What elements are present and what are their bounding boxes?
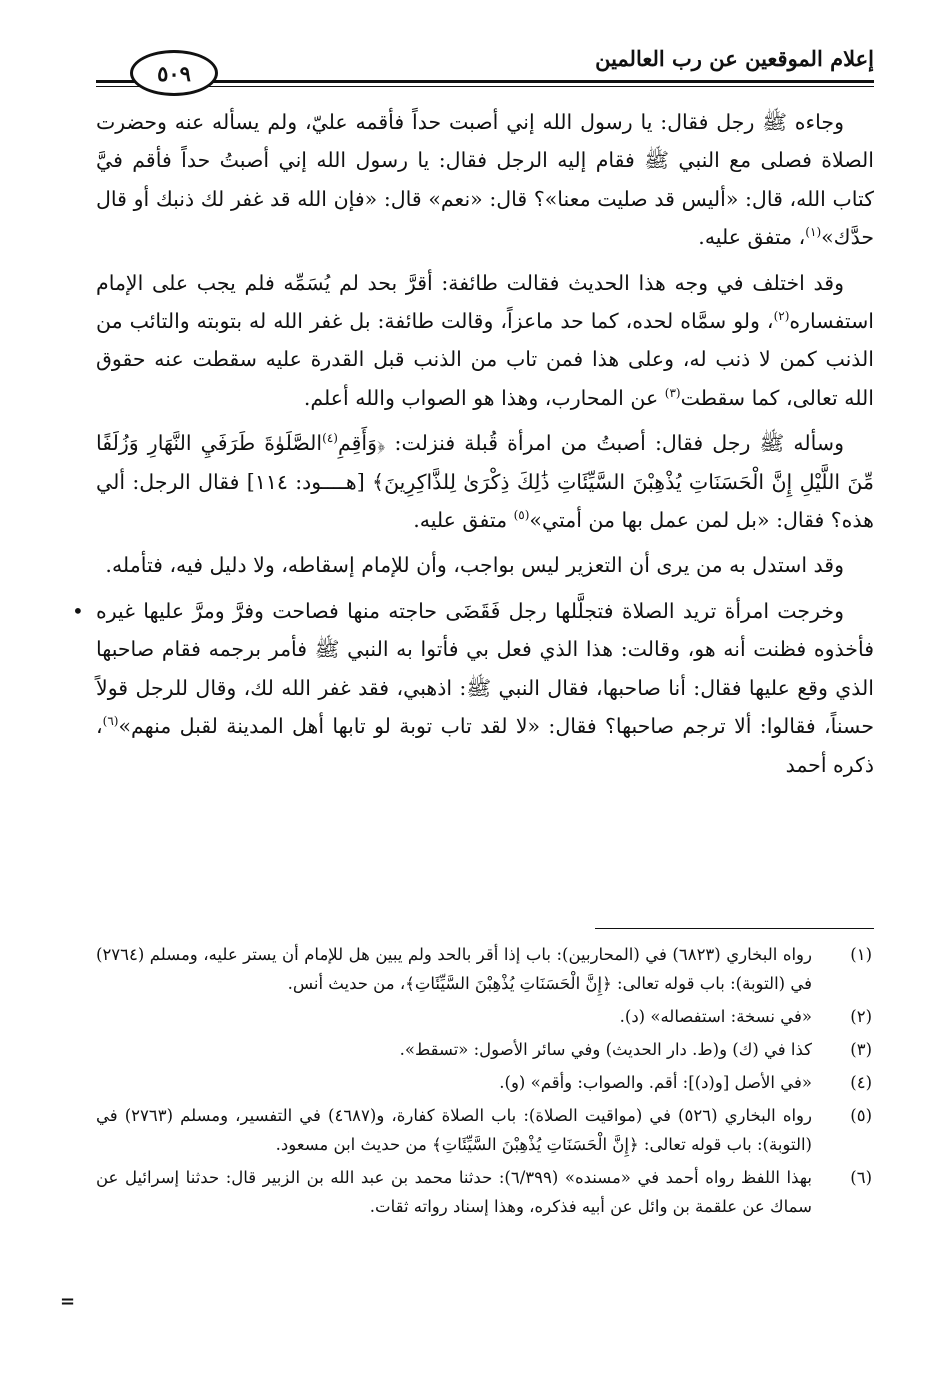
footnote-reference[interactable]: (٢) <box>773 309 790 324</box>
main-text <box>72 103 874 791</box>
footnote-text: كذا في (ك) و(ط. دار الحديث) وفي سائر الأصول: «تسقط». <box>399 1040 812 1059</box>
page-number: ٥٠٩ <box>130 50 218 96</box>
continuation-mark: = <box>60 1291 76 1312</box>
paragraph-text: وجاءه ﷺ رجل فقال: يا رسول الله إني أصبت حداً فأقمه عليّ، ولم يسأله عنه وحضرت الصلاة فصلى مع النبي ﷺ فقام إليه الرجل فقال: يا رسول الله إني أصبتُ حداً فأقم فيَّ كتاب الله، قال: «أليس قد صليت معنا»؟ قال: «نعم» قال: «فإن الله قد غفر لك ذنبك أو قال حدَّك» <box>96 110 874 250</box>
footnotes <box>96 940 874 1225</box>
footnote-reference[interactable]: (١) <box>805 225 822 240</box>
paragraph <box>96 424 874 539</box>
paragraph-text: ، ولو سمَّاه لحده، كما حد ماعزاً، وقالت طائفة: بل غفر الله له بتوبته والتائب من الذنب كمن لا ذنب له، وعلى هذا فمن تاب من الذنب قبل القدرة عليه سقطت عنه حقوق الله تعالى، كما سقطت <box>96 309 874 410</box>
footnote-reference[interactable]: (٤) <box>322 431 338 446</box>
footnote-reference[interactable]: (٦) <box>102 714 119 729</box>
footnote-number: (٤) <box>850 1073 872 1092</box>
paragraph <box>96 546 874 584</box>
footnote-reference[interactable]: (٣) <box>664 386 681 401</box>
paragraph <box>96 264 874 418</box>
page-header <box>96 44 874 100</box>
margin-bullet: • <box>72 598 84 623</box>
paragraph-text: وقد اختلف في وجه هذا الحديث فقالت طائفة: أقرَّ بحد لم يُسَمِّه فلم يجب على الإمام استفساره <box>96 270 874 334</box>
paragraph-text: وقد استدل به من يرى أن التعزير ليس بواجب، وأن للإمام إسقاطه، ولا دليل فيه، فتأمله. <box>105 553 844 578</box>
footnote-number: (٢) <box>850 1007 872 1026</box>
footnote-number: (٦) <box>850 1168 872 1187</box>
footnote <box>96 1068 874 1097</box>
footnote-text: «في نسخة: استفصاله» (د). <box>619 1007 812 1026</box>
paragraph <box>72 592 874 784</box>
footnote-number: (٥) <box>850 1106 872 1125</box>
footnote-text: «في الأصل [و(د)]: أقم. والصواب: وأقم» (و). <box>499 1073 812 1092</box>
footnote-reference[interactable]: (٥) <box>513 508 530 523</box>
footnote <box>96 940 874 998</box>
footnote-separator <box>595 928 874 929</box>
footnote-text: بهذا اللفظ رواه أحمد في «مسنده» (٦/٣٩٩): حدثنا محمد بن عبد الله بن الزبير قال: حدثنا إسرائيل عن سماك عن علقمة بن وائل عن أبيه فذكره، وهذا إسناد رواته ثقات. <box>96 1168 812 1216</box>
paragraph-text: وسأله ﷺ رجل فقال: أصبتُ من امرأة قُبلة فنزلت: ﴿وَأَقِمِ <box>337 431 844 456</box>
footnote <box>96 1002 874 1031</box>
footnote <box>96 1163 874 1221</box>
book-title: إعلام الموقعين عن رب العالمين <box>595 46 874 71</box>
paragraph-text: ، ذكره أحمد <box>96 714 874 777</box>
paragraph <box>96 103 874 257</box>
footnote-text: رواه البخاري (٥٢٦) في (مواقيت الصلاة): باب الصلاة كفارة، و(٤٦٨٧) في التفسير، ومسلم (٢٧٦٣) في (التوبة): باب قوله تعالى: ﴿إِنَّ الْحَسَنَاتِ يُذْهِبْنَ السَّيِّئَاتِ﴾ من حديث ابن مسعود. <box>96 1106 812 1154</box>
footnote-text: رواه البخاري (٦٨٢٣) في (المحاربين): باب إذا أقر بالحد ولم يبين هل للإمام أن يستر عليه، ومسلم (٢٧٦٤) في (التوبة): باب قوله تعالى: ﴿إِنَّ الْحَسَنَاتِ يُذْهِبْنَ السَّيِّئَاتِ﴾، من حديث أنس. <box>96 945 812 993</box>
footnote-number: (٣) <box>850 1040 872 1059</box>
paragraph-text: وخرجت امرأة تريد الصلاة فتجلَّلها رجل فَقَضَى حاجته منها فصاحت وفرَّ ومرَّ عليها غيره فأخذوه فظنت أنه هو، وقالت: هذا الذي فعل بي فأتوا به النبي ﷺ فأمر برجمه فقام صاحبها الذي وقع عليها فقال: أنا صاحبها، فقال النبي ﷺ: اذهبي، فقد غفر الله لك، وقال للرجل قولاً حسناً، فقالوا: ألا ترجم صاحبها؟ فقال: «لا لقد تاب توبة لو تابها أهل المدينة لقبل منهم» <box>96 598 874 739</box>
footnote <box>96 1035 874 1064</box>
paragraph-text: الصَّلَوٰةَ طَرَفَيِ النَّهَارِ وَزُلَفًا مِّنَ اللَّيْلِ إِنَّ الْحَسَنَاتِ يُذْهِبْنَ السَّيِّئَاتِ ذَٰلِكَ ذِكْرَىٰ لِلذَّاكِرِينَ﴾ [هــــود: ١١٤] فقال الرجل: ألي هذه؟ فقال: «بل لمن عمل بها من أمتي» <box>96 431 874 533</box>
paragraph-text: متفق عليه. <box>413 508 514 533</box>
paragraph-text: ، متفق عليه. <box>698 225 806 250</box>
footnote <box>96 1101 874 1159</box>
footnote-number: (١) <box>850 945 872 964</box>
header-rule-thin <box>96 86 874 87</box>
paragraph-text: عن المحارب، وهذا هو الصواب والله أعلم. <box>303 385 665 410</box>
